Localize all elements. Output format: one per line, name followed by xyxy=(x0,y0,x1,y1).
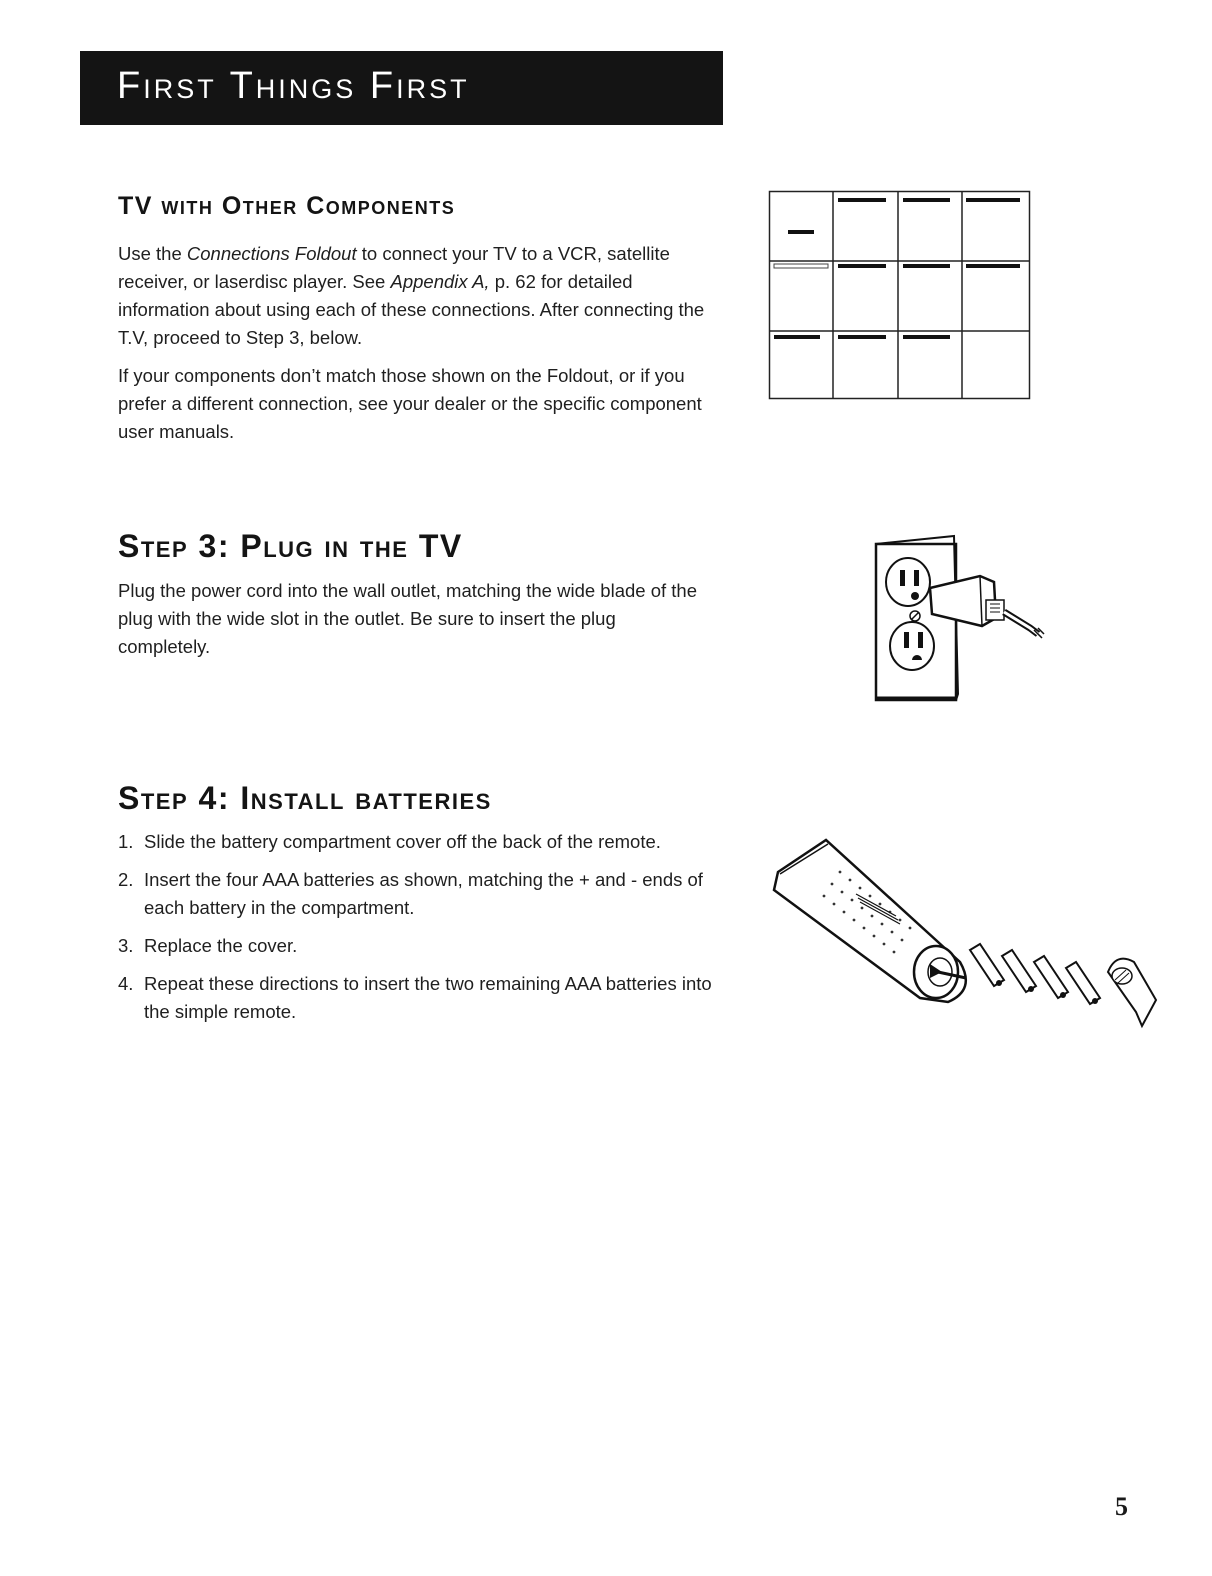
p1-part3: p. 62 for detailed information about using each of these connections. After connecting the T.V, proceed to Step 3, below. xyxy=(118,271,705,348)
p1-part2: to connect your TV to a VCR, satellite receiver, or laserdisc player. See xyxy=(118,243,670,292)
list-item: 2. Insert the four AAA batteries as shown, matching the + and - ends of each battery in the compartment. xyxy=(118,869,703,918)
banner-title: First Things First xyxy=(117,65,470,107)
p1-part1: Use the xyxy=(118,243,187,264)
step3-paragraph: Plug the power cord into the wall outlet, matching the wide blade of the plug with the wide slot in the outlet. Be sure to insert the plug completely. xyxy=(118,580,697,657)
page-number: 5 xyxy=(1115,1492,1128,1521)
list-item: 4. Repeat these directions to insert the two remaining AAA batteries into the simple remote. xyxy=(118,973,712,1022)
header-banner xyxy=(80,51,723,125)
connections-foldout-ref: Connections Foldout xyxy=(186,243,357,264)
components-heading: TV with Other Components xyxy=(118,192,456,220)
appendix-a-ref: Appendix A, xyxy=(390,271,490,292)
step3-heading: Step 3: Plug in the TV xyxy=(118,528,463,564)
list-item: 1. Slide the battery compartment cover off the back of the remote. xyxy=(118,831,661,852)
step4-heading: Step 4: Install batteries xyxy=(118,780,492,816)
components-paragraph-2: If your components don’t match those shown on the Foldout, or if you prefer a different connection, see your dealer or the specific component user manuals. xyxy=(118,365,702,442)
battery-steps-list xyxy=(118,828,718,1036)
components-grid-figure xyxy=(768,190,1032,402)
wall-outlet-figure xyxy=(870,530,1050,706)
list-item: 3. Replace the cover. xyxy=(118,935,298,956)
components-paragraph-1 xyxy=(118,240,718,352)
remote-batteries-figure xyxy=(770,832,1160,1032)
